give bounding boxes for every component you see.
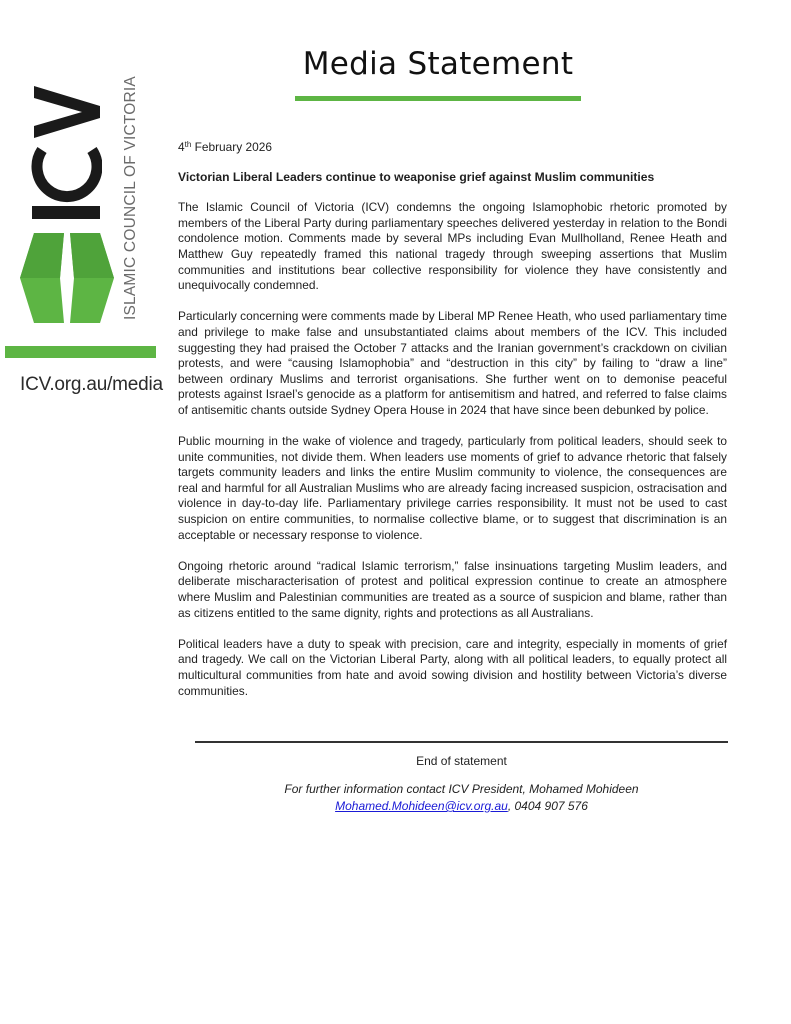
media-url[interactable]: ICV.org.au/media bbox=[20, 374, 163, 395]
paragraph-1: The Islamic Council of Victoria (ICV) condemns the ongoing Islamophobic rhetoric promoted by members of the Liberal Party during parliamentary speeches delivered yesterday in relation to the Bondi condolence motion. Comments made by several MPs including Evan Mullholland, Renee Heath and Matthew Guy repeatedly framed this national tragedy through sweeping assertions that Muslim communities and institutions bear collective responsibility for violence they have consistently and unequivocally condemned. bbox=[178, 200, 727, 293]
date-day: 4 bbox=[178, 140, 185, 154]
contact-details bbox=[195, 798, 728, 815]
paragraph-5: Political leaders have a duty to speak with precision, care and integrity, especially in moments of grief and tragedy. We call on the Victorian Liberal Party, along with all political leaders, to equally protect all multicultural communities from hate and avoid sowing division and hostility between Victoria’s diverse communities. bbox=[178, 636, 727, 698]
date-rest: February 2026 bbox=[191, 140, 272, 154]
page-title: Media Statement bbox=[302, 46, 574, 82]
statement-headline: Victorian Liberal Leaders continue to weaponise grief against Muslim communities bbox=[178, 169, 655, 184]
statement-date bbox=[178, 140, 727, 156]
contact-phone: 0404 907 576 bbox=[514, 799, 588, 813]
org-name-vertical: ISLAMIC COUNCIL OF VICTORIA bbox=[122, 76, 139, 320]
title-underline bbox=[295, 96, 581, 101]
end-divider bbox=[195, 741, 728, 743]
paragraph-4: Ongoing rhetoric around “radical Islamic terrorism,” false insinuations targeting Muslim leaders, and deliberate mischaracterisation of protest and political expression continue to create an atmosphere where Muslim and Palestinian communities are treated as a source of suspicion and blame, rather than as citizens entitled to the same dignity, rights and protections as all Australians. bbox=[178, 558, 727, 620]
end-of-statement: End of statement bbox=[416, 754, 507, 768]
date-suffix: th bbox=[184, 140, 192, 149]
contact-info bbox=[195, 781, 728, 815]
paragraph-2: Particularly concerning were comments made by Liberal MP Renee Heath, who used parliamentary time and privilege to make false and unsubstantiated claims about members of the ICV. This included suggesting they had praised the October 7 attacks and the Iranian government’s crackdown on civilian protests, and were “causing Islamophobia” and “destruction in this city” by failing to “draw a line” between ordinary Muslims and terrorist organisations. She further went on to demonise peaceful protests against Israel’s genocide as a platform for antisemitism and hatred, and referred to false claims of antisemitic chants outside Sydney Opera House in 2024 that have since been debunked by police. bbox=[178, 309, 727, 417]
paragraph-3: Public mourning in the wake of violence and tragedy, particularly from political leaders, should seek to unite communities, not divide them. When leaders use moments of grief to advance rhetoric that falsely targets community leaders and links the entire Muslim community to violence, the consequences are real and harmful for all Australian Muslims who are already facing increased suspicion, ostracisation and violence in day-to-day life. Parliamentary privilege carries responsibility. It must not be used to cast suspicion on entire communities, to normalise collective blame, or to suggest that discrimination is an acceptable or necessary response to violence. bbox=[178, 434, 727, 542]
phone-separator: , bbox=[507, 799, 515, 813]
sidebar-green-bar bbox=[5, 346, 156, 358]
contact-line: For further information contact ICV President, Mohamed Mohideen bbox=[284, 782, 639, 796]
hexagon-logo-icon bbox=[20, 233, 114, 323]
contact-email-link[interactable]: Mohamed.Mohideen@icv.org.au bbox=[335, 799, 508, 813]
statement-body bbox=[178, 140, 727, 715]
icv-letters-logo bbox=[30, 84, 102, 224]
